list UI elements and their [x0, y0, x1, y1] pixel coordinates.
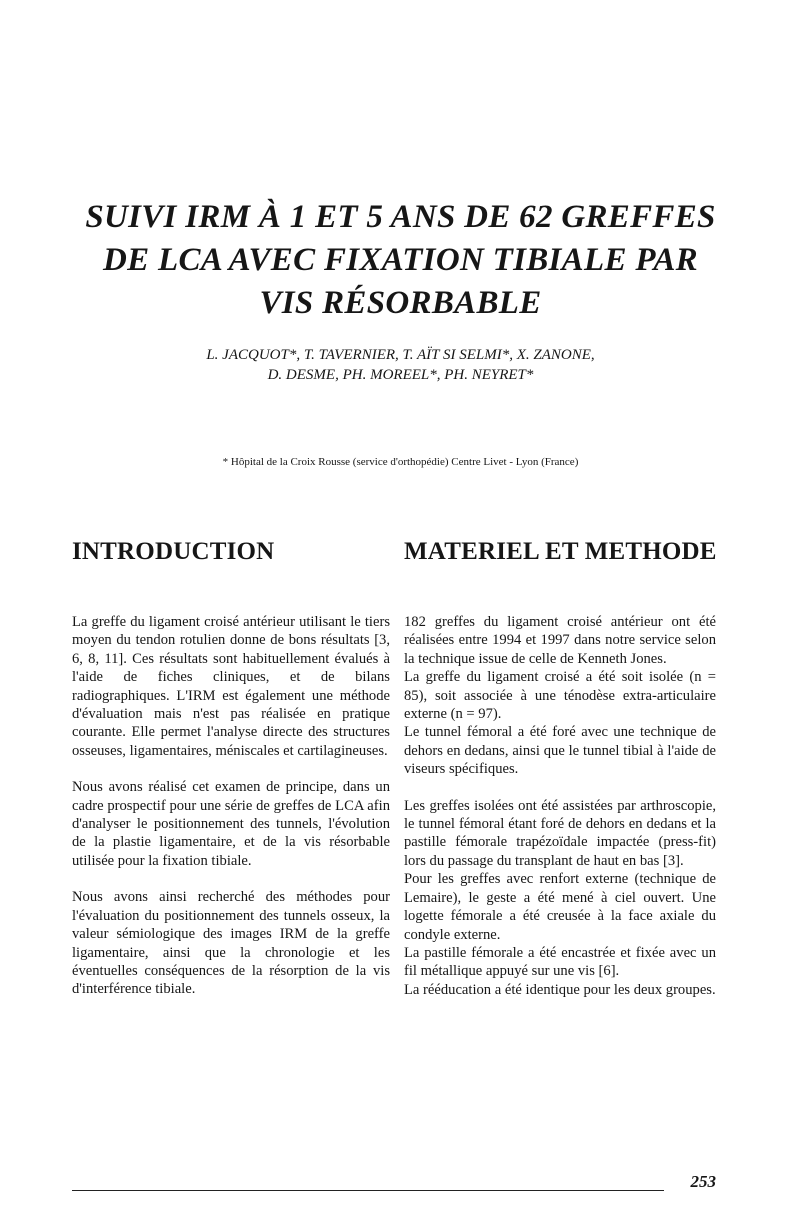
- page-number: 253: [690, 1172, 716, 1191]
- paragraph: La greffe du ligament croisé antérieur utilisant le tiers moyen du tendon rotulien donne de bons résultats [3, 6, 8, 11]. Ces résultats sont habituellement évalués à l'aide de fiches cliniques, et de bilans radiographiques. L'IRM est également une méthode d'évaluation mais n'est pas réalisée en pratique courante. Elle permet l'analyse directe des structures osseuses, ligamentaires, méniscales et cartilagineuses.: [72, 614, 390, 759]
- paragraph: La pastille fémorale a été encastrée et fixée avec un fil métallique appuyé sur une vis [6].: [404, 944, 716, 980]
- paragraph: Nous avons réalisé cet examen de principe, dans un cadre prospectif pour une série de greffes de LCA afin d'analyser le positionnement des tunnels, l'évolution de la plastie ligamentaire, et de la vis résorbable utilisée pour la fixation tibiale.: [72, 779, 390, 869]
- title-line: DE LCA AVEC FIXATION TIBIALE PAR: [103, 242, 698, 278]
- paragraph: Le tunnel fémoral a été foré avec une technique de dehors en dedans, ainsi que le tunnel tibial à l'aide de viseurs spécifiques.: [404, 724, 716, 778]
- footer-rule: [72, 1190, 664, 1191]
- paragraph: Nous avons ainsi recherché des méthodes pour l'évaluation du positionnement des tunnels osseux, la valeur sémiologique des images IRM de la greffe ligamentaire, ainsi que la chronologie et les éventuelles conséquences de la résorption de la vis d'interférence tibiale.: [72, 889, 390, 998]
- left-column: [72, 613, 390, 999]
- paragraph: La greffe du ligament croisé a été soit isolée (n = 85), soit associée à une ténodèse extra-articulaire externe (n = 97).: [404, 669, 716, 723]
- section-heading-materiel-methode: MATERIEL ET METHODE: [404, 538, 717, 565]
- author-line: D. DESME, PH. MOREEL*, PH. NEYRET*: [267, 367, 534, 383]
- paragraph: 182 greffes du ligament croisé antérieur ont été réalisées entre 1994 et 1997 dans notre service selon la technique issue de celle de Kenneth Jones.: [404, 614, 716, 667]
- paragraph: Pour les greffes avec renfort externe (technique de Lemaire), le geste a été mené à ciel ouvert. Une logette fémorale a été creusée à la face axiale du condyle externe.: [404, 871, 716, 943]
- paragraph: Les greffes isolées ont été assistées par arthroscopie, le tunnel fémoral étant foré de dehors en dedans et la pastille fémorale trapézoïdale impactée (press-fit) lors du passage du transplant de haut en bas [3].: [404, 797, 716, 869]
- author-line: L. JACQUOT*, T. TAVERNIER, T. AÏT SI SELMI*, X. ZANONE,: [206, 347, 595, 363]
- title-line: VIS RÉSORBABLE: [259, 285, 542, 321]
- section-heading-introduction: INTRODUCTION: [72, 538, 275, 565]
- authors: [90, 345, 711, 385]
- article-title: [60, 196, 741, 325]
- title-line: SUIVI IRM À 1 ET 5 ANS DE 62 GREFFES: [85, 199, 716, 235]
- right-column: [404, 613, 716, 999]
- affiliation: * Hôpital de la Croix Rousse (service d'orthopédie) Centre Livet - Lyon (France): [222, 456, 579, 468]
- paragraph: La rééducation a été identique pour les deux groupes.: [404, 981, 716, 998]
